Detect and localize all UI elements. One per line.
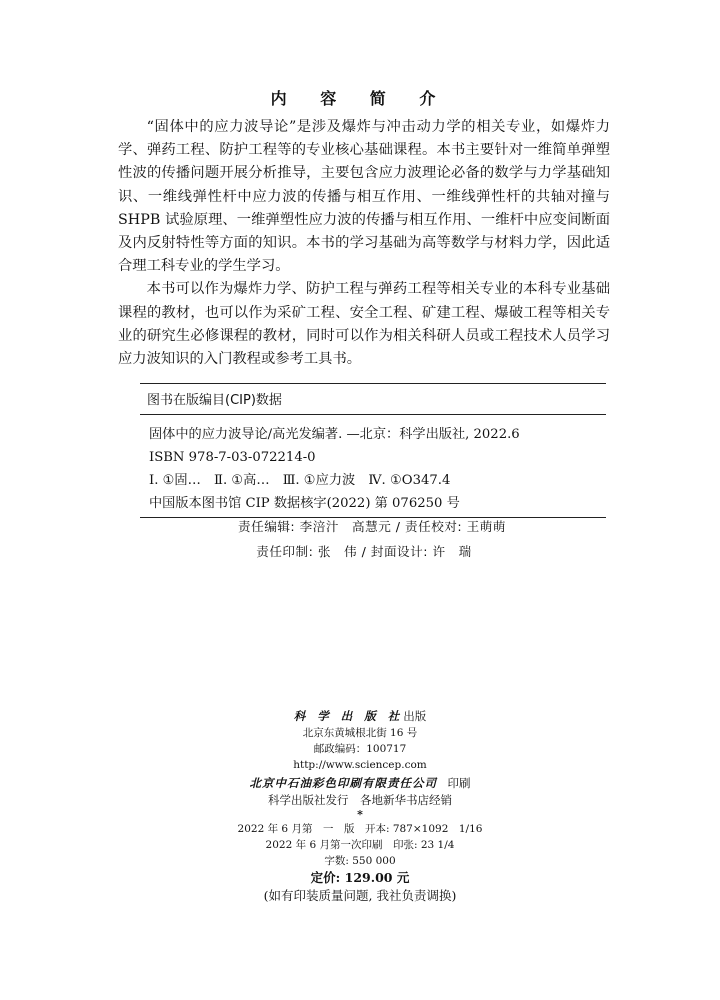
imprint-block <box>0 708 720 905</box>
quality-note: (如有印装质量问题, 我社负责调换) <box>263 888 457 903</box>
cip-line: 固体中的应力波导论/高光发编著. —北京：科学出版社, 2022.6 <box>149 427 520 442</box>
editor-credit: 责任编辑: 李涪汁 高慧元 / 责任校对: 王萌萌 <box>238 519 506 534</box>
credits-block <box>0 514 720 564</box>
publisher-brand: 科 学 出 版 社 <box>293 709 404 723</box>
cip-block <box>140 383 606 518</box>
cip-line: 中国版本图书馆 CIP 数据核字(2022) 第 076250 号 <box>149 496 460 511</box>
cip-header: 图书在版编目(CIP)数据 <box>147 393 282 408</box>
distribution-line: 科学出版社发行 各地新华书店经销 <box>268 793 452 807</box>
cip-line: ISBN 978-7-03-072214-0 <box>149 450 316 465</box>
cip-top-rule <box>140 383 606 384</box>
printer-brand: 北京中石油彩色印刷有限责任公司 <box>249 776 437 790</box>
printer-suffix: 印刷 <box>447 776 471 790</box>
intro-summary <box>118 116 610 371</box>
publisher-website: http://www.sciencep.com <box>293 759 427 771</box>
intro-title: 内 容 简 介 <box>270 89 450 108</box>
separator-star: * <box>357 808 363 821</box>
publisher-address: 北京东黄城根北街 16 号 <box>302 727 418 739</box>
price: 定价: 129.00 元 <box>310 870 410 885</box>
production-credit: 责任印制: 张 伟 / 封面设计: 许 瑞 <box>256 544 472 559</box>
publisher-suffix: 出版 <box>403 709 427 723</box>
intro-paragraph: 本书可以作为爆炸力学、防护工程与弹药工程等相关专业的本科专业基础课程的教材，也可以作为采矿工程、安全工程、矿建工程、爆破工程等相关专业的研究生必修课程的教材，同时可以作为相关科研人员或工程技术人员学习应力波知识的入门教程或参考工具书。 <box>118 281 610 368</box>
cip-middle-rule <box>140 414 606 415</box>
cip-line: Ⅰ. ①固… Ⅱ. ①高… Ⅲ. ①应力波 Ⅳ. ①O347.4 <box>149 473 451 488</box>
edition-line: 2022 年 6 月第 一 版 开本: 787×1092 1/16 <box>237 823 483 835</box>
publisher-postcode: 邮政编码：100717 <box>313 743 407 755</box>
printing-line: 2022 年 6 月第一次印刷 印张: 23 1/4 <box>265 839 455 851</box>
word-count: 字数: 550 000 <box>324 855 396 867</box>
intro-paragraph: “固体中的应力波导论”是涉及爆炸与冲击动力学的相关专业，如爆炸力学、弹药工程、防护工程等的专业核心基础课程。本书主要针对一维简单弹塑性波的传播问题开展分析推导，主要包含应力波理论必备的数学与力学基础知识、一维线弹性杆中应力波的传播与相互作用、一维线弹性杆的共轴对撞与 SHPB 试验原理、一维弹塑性应力波的传播与相互作用、一维杆中应变间断面及内反射特性等方面的知识。本书的学习基础为高等数学与材料力学，因此适合理工科专业的学生学习。 <box>118 119 610 275</box>
